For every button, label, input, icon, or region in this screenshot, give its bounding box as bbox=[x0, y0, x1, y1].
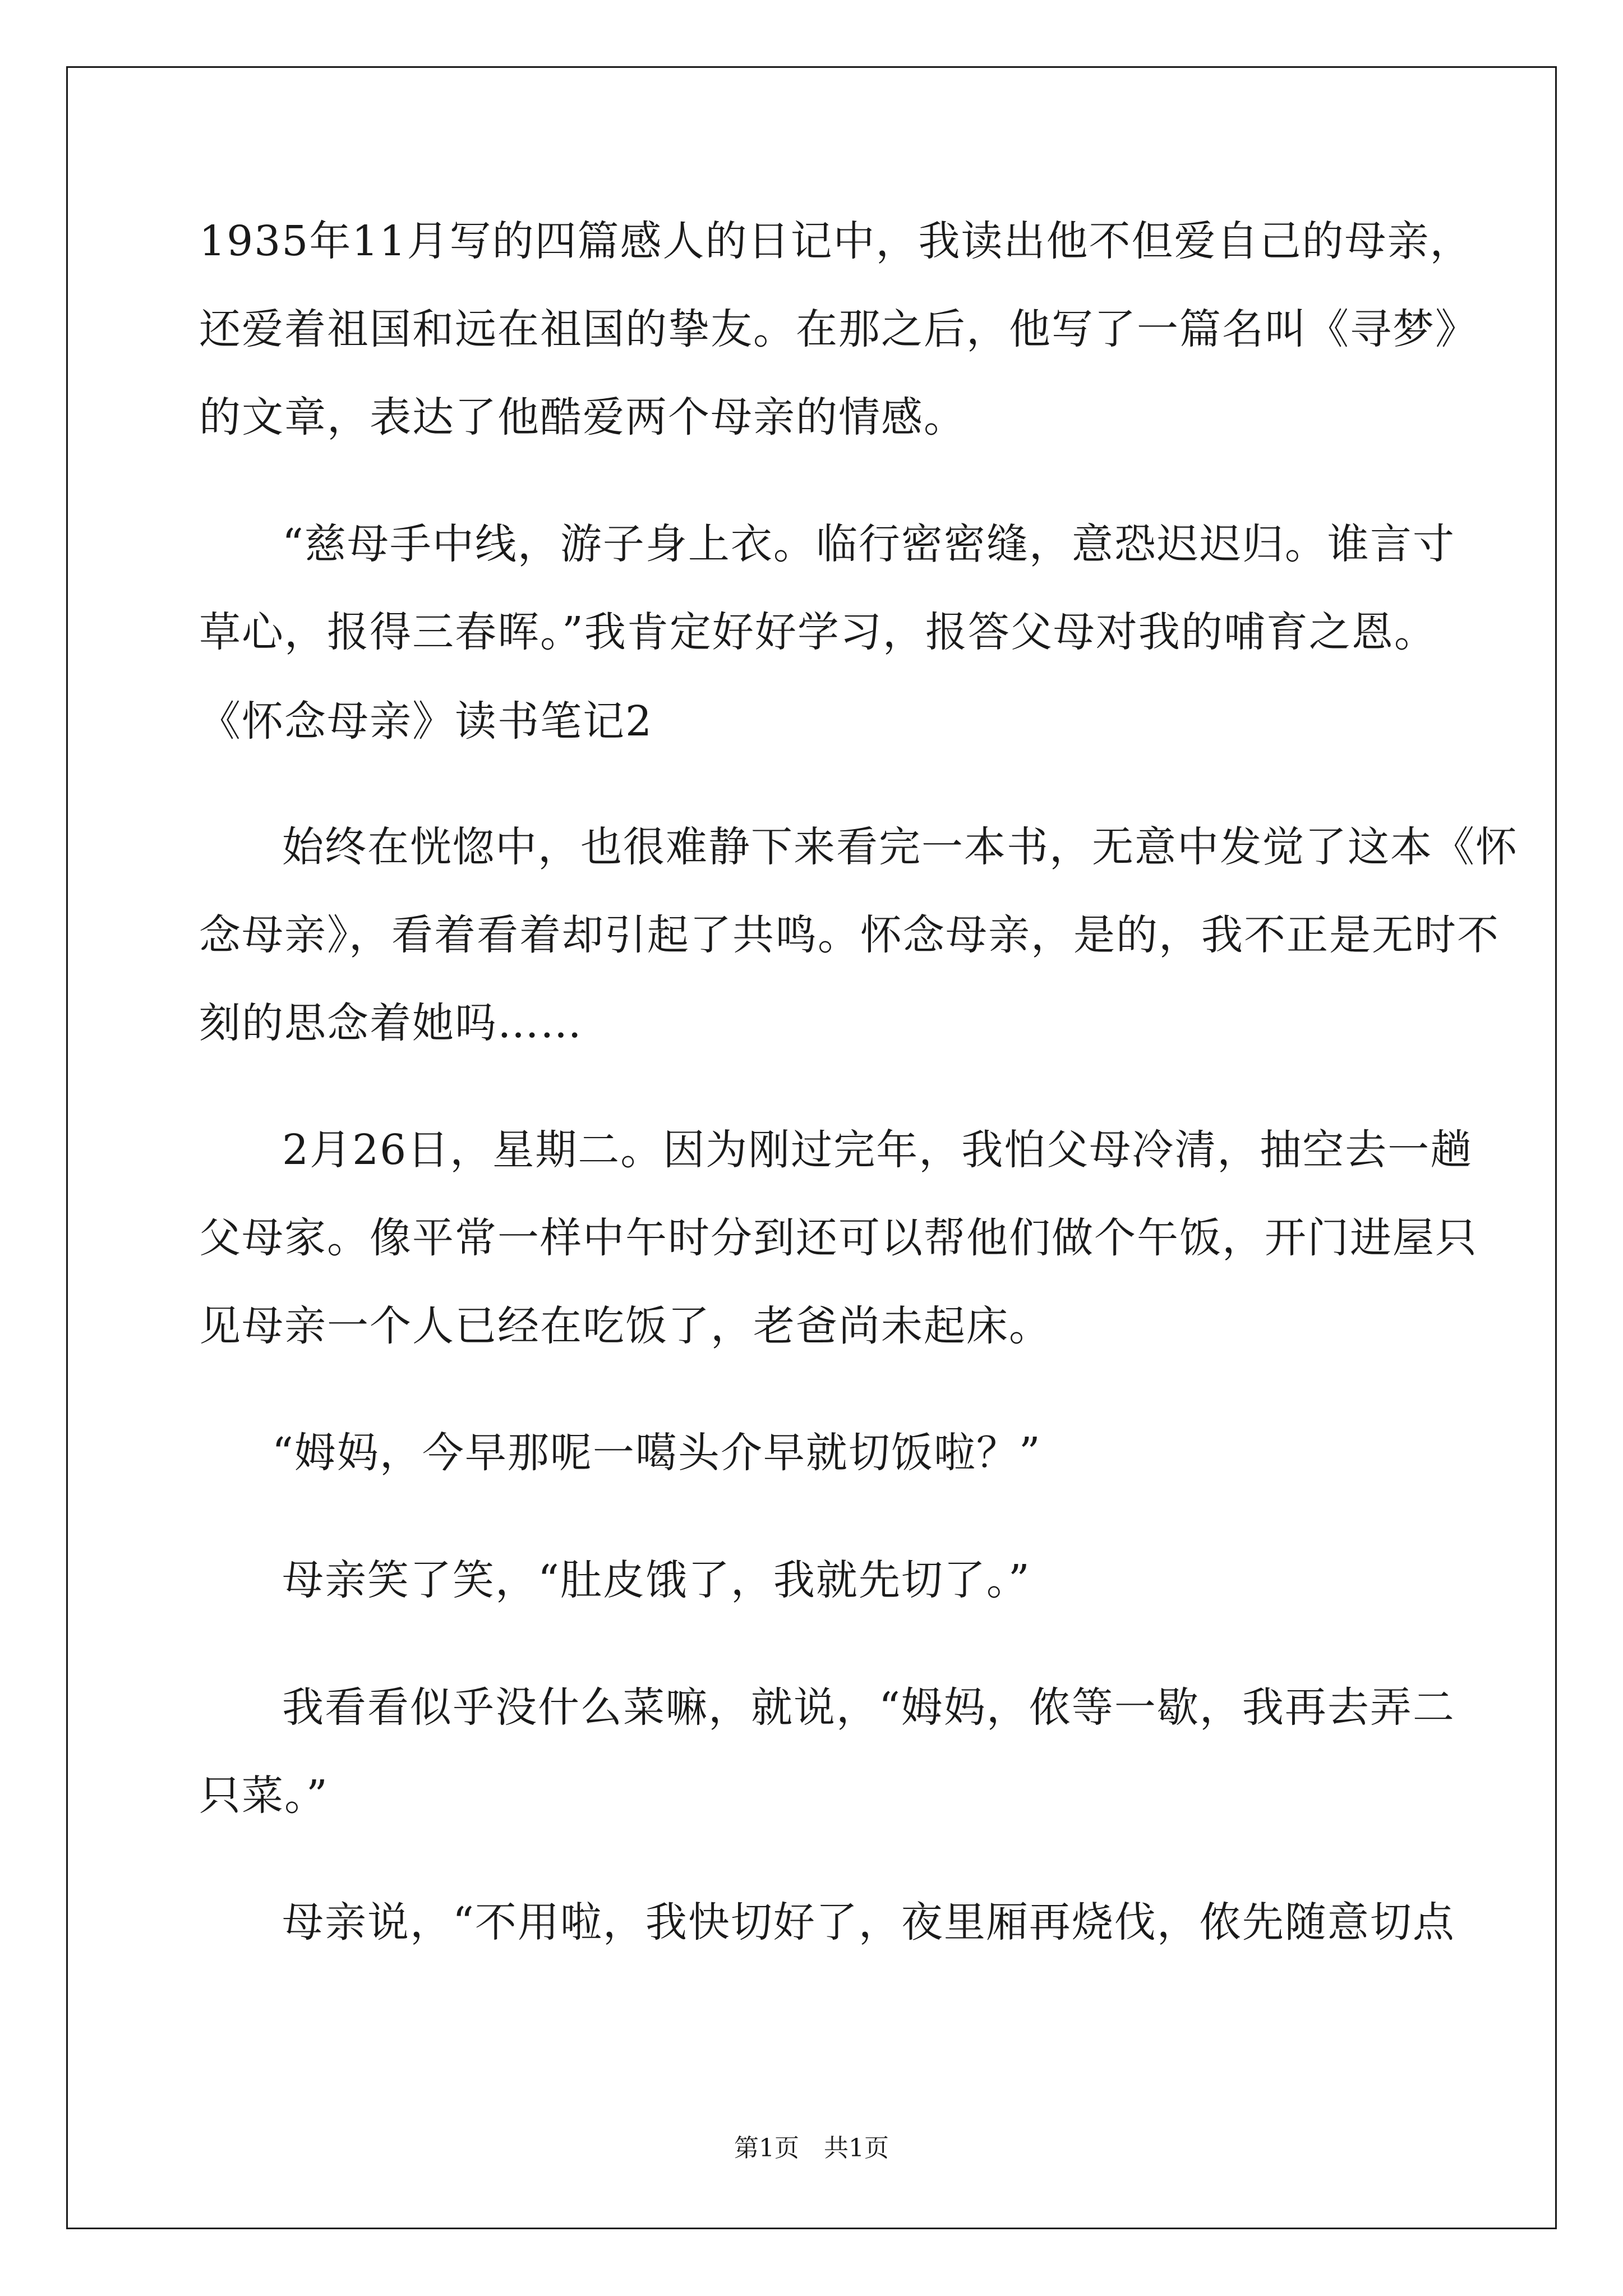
paragraph-line: 2月26日，星期二。因为刚过完年，我怕父母冷清，抽空去一趟 bbox=[282, 1126, 1473, 1174]
paragraph-line: 母亲说，“不用啦，我快切好了，夜里厢再烧伐，侬先随意切点 bbox=[282, 1898, 1455, 1947]
paragraph-line: “姆妈，今早那呢一噶头介早就切饭啦？” bbox=[272, 1429, 1041, 1477]
paragraph-line: 草心，报得三春晖。”我肯定好好学习，报答父母对我的哺育之恩。 bbox=[199, 608, 1437, 656]
section-heading: 《怀念母亲》读书笔记2 bbox=[199, 697, 653, 746]
paragraph-line: 母亲笑了笑，“肚皮饿了，我就先切了。” bbox=[282, 1556, 1031, 1604]
paragraph-line: 刻的思念着她吗…… bbox=[199, 999, 583, 1047]
paragraph-line: 念母亲》，看着看着却引起了共鸣。怀念母亲，是的，我不正是无时不 bbox=[199, 911, 1500, 959]
paragraph-line: “慈母手中线，游子身上衣。临行密密缝，意恐迟迟归。谁言寸 bbox=[282, 520, 1455, 568]
paragraph-line: 父母家。像平常一样中午时分到还可以帮他们做个午饭，开门进屋只 bbox=[199, 1214, 1478, 1262]
page-footer: 第1页 共1页 bbox=[734, 2134, 889, 2162]
paragraph-line: 1935年11月写的四篇感人的日记中，我读出他不但爱自己的母亲， bbox=[199, 217, 1473, 265]
paragraph-line: 始终在恍惚中，也很难静下来看完一本书，无意中发觉了这本《怀 bbox=[282, 823, 1518, 871]
paragraph-line: 我看看似乎没什么菜嘛，就说，“姆妈，侬等一歇，我再去弄二 bbox=[282, 1683, 1455, 1732]
paragraph-line: 见母亲一个人已经在吃饭了，老爸尚未起床。 bbox=[199, 1302, 1052, 1350]
paragraph-line: 还爱着祖国和远在祖国的挚友。在那之后，他写了一篇名叫《寻梦》 bbox=[199, 305, 1478, 353]
paragraph-line: 只菜。” bbox=[199, 1772, 329, 1820]
paragraph-line: 的文章，表达了他酷爱两个母亲的情感。 bbox=[199, 393, 966, 441]
